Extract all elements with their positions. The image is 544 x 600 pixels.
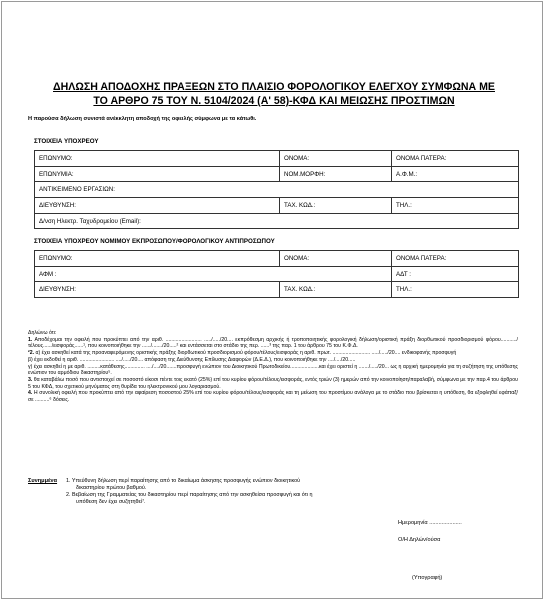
declarant-label: Ο/Η Δηλών/ούσα (398, 537, 441, 543)
intro-text: Η παρούσα δήλωση συνιστά ανέκκλητη αποδοχή της οφειλής σύμφωνα με τα κάτωθι. (28, 116, 257, 122)
table-row (35, 266, 519, 282)
rep-phone-field[interactable]: ΤΗΛ.: (392, 282, 519, 298)
declaration-item-2c: γ) έχει ασκηθεί η με αριθ. .........κατάθεσης.............. ..../..../20.......προσφυγή ενώπιον του Διοικητικού Πρωτοδικείου....................και έχει οριστεί η ......./...../20... ως η αρχική ημερομηνία για τη συζήτηση της υπόθεσης ενώπιον του αρμόδιου δικαστηρίου⁵. (28, 363, 518, 377)
item-number: 4. (28, 390, 33, 397)
rep-name-field[interactable]: ΟΝΟΜΑ: (280, 251, 392, 267)
rep-address-field[interactable]: ΔΙΕΥΘΥΝΣΗ: (35, 282, 280, 298)
email-field[interactable]: Δ/νση Ηλεκτρ. Ταχυδρομείου (Email): (35, 213, 519, 229)
table-row (35, 198, 519, 214)
rep-afm-field[interactable]: ΑΦΜ : (35, 266, 392, 282)
item-number: 3. (28, 376, 33, 383)
postal-code-field[interactable]: ΤΑΧ. ΚΩΔ.: (280, 198, 392, 214)
section2-heading: ΣΤΟΙΧΕΙΑ ΥΠΟΧΡΕΟΥ ΝΟΜΙΜΟΥ ΕΚΠΡΟΣΩΠΟΥ/ΦΟΡΟΛΟΓΙΚΟΥ ΑΝΤΙΠΡΟΣΩΠΟΥ (34, 238, 275, 245)
business-activity-field[interactable]: ΑΝΤΙΚΕΙΜΕΝΟ ΕΡΓΑΣΙΩΝ: (35, 182, 519, 198)
declaration-item-3 (28, 377, 518, 390)
declaration-item-4 (28, 390, 518, 403)
company-name-field[interactable]: ΕΠΩΝΥΜΙΑ: (35, 166, 280, 182)
table-row (35, 251, 519, 267)
representative-table (34, 250, 519, 298)
item-text: α) έχει ασκηθεί κατά της προαναφερόμενης οριστικής πράξης διορθωτικού προσδιορισμού φόρου/τέλους/εισφοράς η αριθ. πρωτ. .......................... ...../...../20.... ενδικοφανής προσφυγή (34, 350, 457, 357)
attachment-item-2: 2. Βεβαίωση της Γραμματείας του δικαστηρίου περί παραίτησης από την ασκηθείσα προσφυγή και ότι η υπόθεση δεν έχει συζητηθεί⁷. (66, 492, 313, 505)
afm-field[interactable]: Α.Φ.Μ.: (392, 166, 519, 182)
father-name-field[interactable]: ΟΝΟΜΑ ΠΑΤΕΡΑ: (392, 151, 519, 167)
attachment-item-1: 1. Υπεύθυνη δήλωση περί παραίτησης από το δικαίωμα άσκησης προσφυγής ενώπιον διοικητικού δικαστηρίου πρώτου βαθμού. (66, 478, 301, 491)
declaration-item-2a (28, 350, 518, 357)
item-text: θα καταβάλω ποσό που αντιστοιχεί σε ποσοστό είκοσι πέντε τοις εκατό (25%) επί του κυρίου φόρου/τέλους/εισφοράς, εντός τριών (3) ημερών από την κοινοποίηση/παραλαβή, σύμφωνα με την παρ.4 του άρθρου 5 του ΚΦΔ, του σχετικού μηνύματος στη θυρίδα του ηλεκτρονικού μου λογαριασμού. (28, 376, 518, 390)
declaration-lead: Δηλώνω ότι: (28, 330, 57, 336)
table-row (35, 213, 519, 229)
item-number: 1. (28, 336, 33, 343)
name-field[interactable]: ΟΝΟΜΑ: (280, 151, 392, 167)
legal-form-field[interactable]: ΝΟΜ.ΜΟΡΦΗ: (280, 166, 392, 182)
section1-heading: ΣΤΟΙΧΕΙΑ ΥΠΟΧΡΕΟΥ (34, 138, 99, 145)
table-row (35, 166, 519, 182)
signature-label: (Υπογραφή) (412, 575, 443, 581)
item-text: Η συνολική οφειλή που προκύπτει από την αφαίρεση ποσοστού 25% επί του κυρίου φόρου/τέλους/εισφοράς και τη μείωση του προστίμου ανάλογα με το στάδιο που βρίσκεται η υπόθεση, θα εξοφληθεί εφάπαξ/ σε ..........⁶ δόσεις. (28, 390, 518, 404)
declaration-body (28, 330, 518, 404)
table-row (35, 151, 519, 167)
rep-surname-field[interactable]: ΕΠΩΝΥΜΟ: (35, 251, 280, 267)
obligor-table (34, 150, 519, 229)
item-number: ²2. (28, 350, 35, 357)
title-line-1: ΔΗΛΩΣΗ ΑΠΟΔΟΧΗΣ ΠΡΑΞΕΩΝ ΣΤΟ ΠΛΑΙΣΙΟ ΦΟΡΟΛΟΓΙΚΟΥ ΕΛΕΓΧΟΥ ΣΥΜΦΩΝΑ ΜΕ (53, 81, 495, 93)
table-row (35, 282, 519, 298)
rep-postal-code-field[interactable]: ΤΑΧ. ΚΩΔ.: (280, 282, 392, 298)
phone-field[interactable]: ΤΗΛ.: (392, 198, 519, 214)
declaration-item-1 (28, 337, 518, 350)
attachments-label: Συνημμένα (28, 478, 58, 484)
date-line: Ημερομηνία ..................... (398, 520, 462, 526)
item-text: Αποδέχομαι την οφειλή που προκύπτει από την αριθ. ......................... ...../...../20.... εκπρόθεσμη αρχικής ή τροποποιητικής φορολογική δήλωση/οριστική πράξη διορθωτικού προσδιορισμού φόρου.........../τέλους....../εισφοράς......¹, που κοινοποιήθηκε την ....../......./20.....² και εντάσσεται στο στάδιο της περ. ......³ της παρ. 1 του άρθρου 75 του Κ.Φ.Δ. (28, 336, 518, 350)
title-line-2: ΤΟ ΑΡΘΡΟ 75 ΤΟΥ Ν. 5104/2024 (Α' 58)-ΚΦΔ ΚΑΙ ΜΕΙΩΣΗΣ ΠΡΟΣΤΙΜΩΝ (93, 95, 455, 107)
document-title (20, 80, 528, 108)
rep-id-field[interactable]: ΑΔΤ : (392, 266, 519, 282)
surname-field[interactable]: ΕΠΩΝΥΜΟ: (35, 151, 280, 167)
rep-father-name-field[interactable]: ΟΝΟΜΑ ΠΑΤΕΡΑ: (392, 251, 519, 267)
table-row (35, 182, 519, 198)
attachments-list (66, 478, 326, 506)
declaration-item-2b: β) έχει εκδοθεί η αριθ. ........................ ..../...../20.... απόφαση της Διεύθυνσης Επίλυσης Διαφορών (Δ.Ε.Δ.), που κοινοποιήθηκε την ..../..../20..... (28, 356, 356, 363)
address-field[interactable]: ΔΙΕΥΘΥΝΣΗ: (35, 198, 280, 214)
